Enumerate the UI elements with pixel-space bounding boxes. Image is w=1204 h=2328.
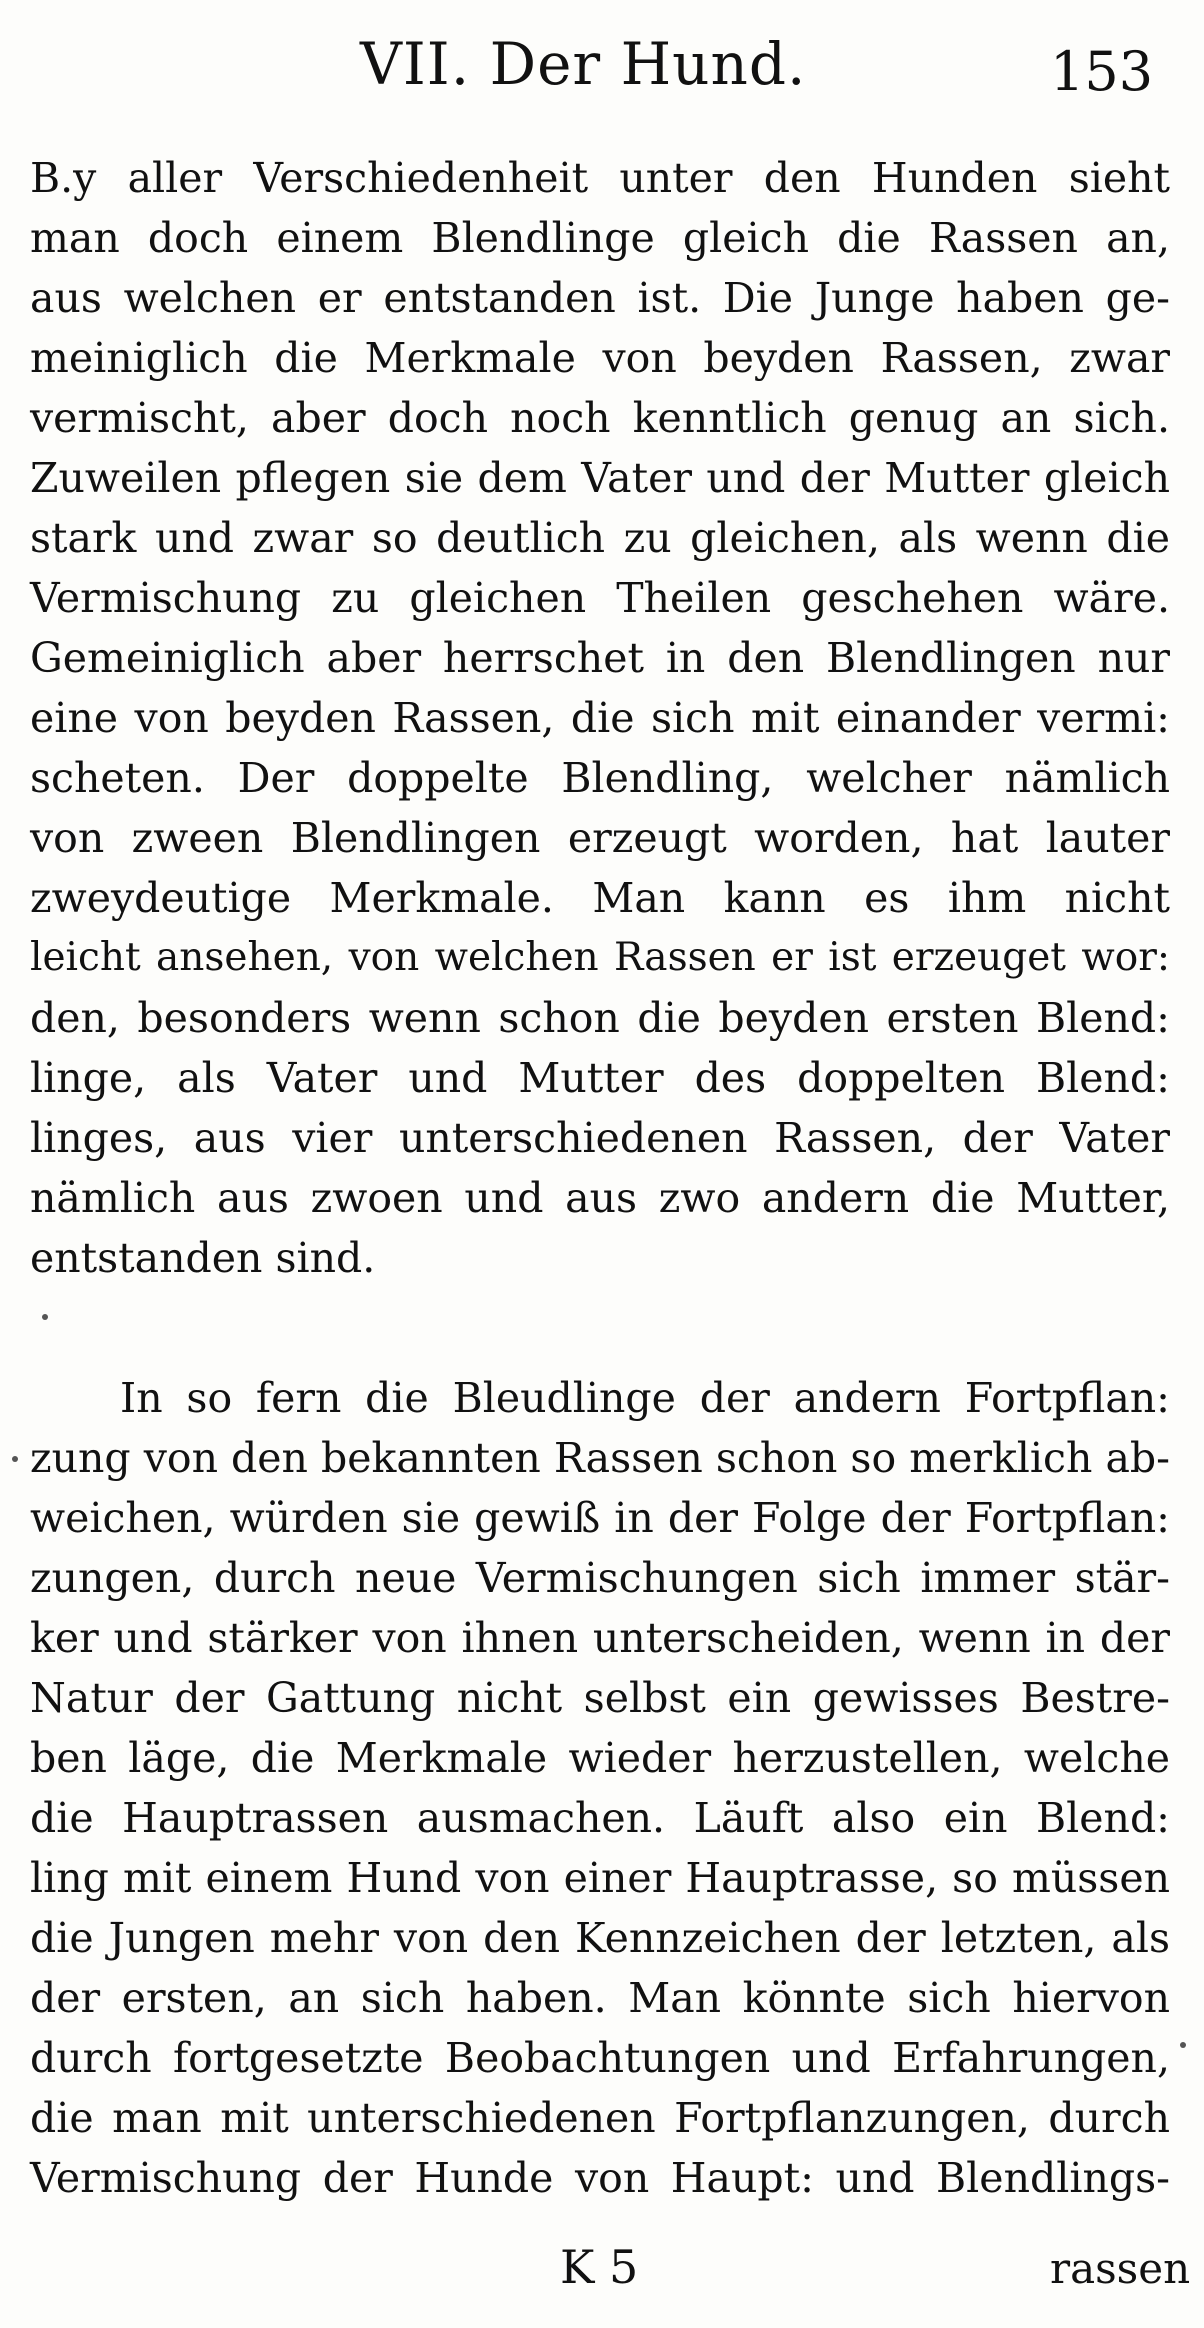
text-line: leicht ansehen, von welchen Rassen er ist erzeuget wor:	[30, 935, 1170, 980]
text-line: die Jungen mehr von den Kennzeichen der letzten, als	[30, 1914, 1170, 1962]
text-line: B.y aller Verschiedenheit unter den Hunden sieht	[30, 154, 1170, 202]
text-line: durch fortgesetzte Beobachtungen und Erfahrungen,	[30, 2034, 1170, 2082]
text-line: entstanden sind.	[30, 1234, 376, 1282]
text-line: linge, als Vater und Mutter des doppelten Blend:	[30, 1054, 1170, 1102]
text-line: Gemeiniglich aber herrschet in den Blendlingen nur	[30, 634, 1170, 682]
print-speck	[12, 1456, 18, 1462]
chapter-title: VII. Der Hund.	[360, 30, 807, 98]
text-line: ben läge, die Merkmale wieder herzustellen, welche	[30, 1734, 1170, 1782]
text-line: eine von beyden Rassen, die sich mit einander vermi:	[30, 694, 1170, 742]
text-line: nämlich aus zwoen und aus zwo andern die Mutter,	[30, 1174, 1170, 1222]
text-line: Zuweilen pflegen sie dem Vater und der Mutter gleich	[30, 454, 1170, 502]
text-line: ker und stärker von ihnen unterscheiden, wenn in der	[30, 1614, 1170, 1662]
text-line: zung von den bekannten Rassen schon so merklich ab-	[30, 1434, 1170, 1482]
signature-mark: K 5	[560, 2240, 639, 2294]
print-speck	[42, 1314, 48, 1320]
paragraph-2	[30, 1368, 1170, 2208]
text-line: ling mit einem Hund von einer Hauptrasse, so müssen	[30, 1854, 1170, 1902]
text-line: man doch einem Blendlinge gleich die Rassen an,	[30, 214, 1170, 262]
text-line: Vermischung zu gleichen Theilen geschehen wäre.	[30, 574, 1170, 622]
text-line: weichen, würden sie gewiß in der Folge der Fortpflan:	[30, 1494, 1170, 1542]
text-line: die Hauptrassen ausmachen. Läuft also ein Blend:	[30, 1794, 1170, 1842]
text-line: vermischt, aber doch noch kenntlich genug an sich.	[30, 394, 1170, 442]
text-line: Natur der Gattung nicht selbst ein gewisses Bestre-	[30, 1674, 1170, 1722]
text-line: stark und zwar so deutlich zu gleichen, als wenn die	[30, 514, 1170, 562]
text-line: Vermischung der Hunde von Haupt: und Blendlings-	[30, 2154, 1170, 2202]
text-line: den, besonders wenn schon die beyden ersten Blend:	[30, 994, 1170, 1042]
running-header	[0, 22, 1204, 112]
text-line: zungen, durch neue Vermischungen sich immer stär-	[30, 1554, 1170, 1602]
text-line: aus welchen er entstanden ist. Die Junge haben ge-	[30, 274, 1170, 322]
text-line: die man mit unterschiedenen Fortpflanzungen, durch	[30, 2094, 1170, 2142]
text-line: von zween Blendlingen erzeugt worden, hat lauter	[30, 814, 1170, 862]
catchword: rassen	[1050, 2244, 1191, 2293]
text-line: In so fern die Bleudlinge der andern Fortpflan:	[120, 1374, 1170, 1422]
text-line: der ersten, an sich haben. Man könnte sich hiervon	[30, 1974, 1170, 2022]
print-speck	[1180, 2042, 1186, 2048]
text-line: meiniglich die Merkmale von beyden Rassen, zwar	[30, 334, 1170, 382]
page-footer	[0, 2240, 1204, 2310]
paragraph-1	[30, 148, 1170, 1288]
text-line: zweydeutige Merkmale. Man kann es ihm nicht	[30, 874, 1170, 922]
page-number: 153	[1050, 40, 1154, 103]
text-line: linges, aus vier unterschiedenen Rassen, der Vater	[30, 1114, 1170, 1162]
text-line: scheten. Der doppelte Blendling, welcher nämlich	[30, 754, 1170, 802]
